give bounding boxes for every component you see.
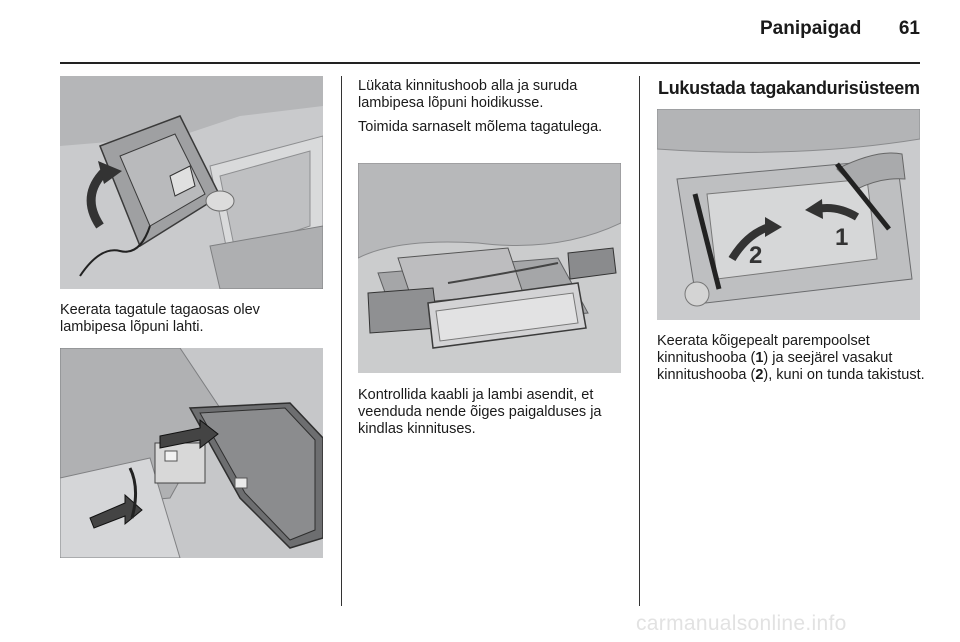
figure-lamp-holder-insert	[60, 348, 323, 558]
para-text-part: Keerata kõigepealt parempoolset kinnitushooba (	[657, 333, 870, 366]
para-turn-levers	[657, 333, 927, 384]
figure-tail-lights-assembly	[358, 163, 621, 373]
figure-label-2: 2	[749, 242, 763, 269]
page-title: Panipaigad	[760, 18, 862, 39]
figure-carrier-lock-levers	[657, 109, 920, 320]
header-divider	[60, 62, 920, 64]
page-number: 61	[898, 18, 920, 39]
para-check-cable: Kontrollida kaabli ja lambi asendit, et veenduda nende õiges paigalduses ja kindlas kinnituses.	[358, 387, 602, 437]
caption-turn-lamp-holder: Keerata tagatule tagaosas olev lambipesa lõpuni lahti.	[60, 302, 260, 335]
lever-number-1: 1	[755, 350, 764, 366]
figure-lamp-holder-turn	[60, 76, 323, 289]
figure-label-1: 1	[835, 224, 849, 251]
section-heading: Lukustada tagakandurisüsteem	[658, 78, 920, 98]
para-both-lights: Toimida sarnaselt mõlema tagatulega.	[358, 119, 603, 135]
para-text-part: ) ja seejärel vasakut kinnitushooba (	[657, 350, 893, 383]
column-divider-1	[341, 76, 342, 606]
lever-number-2: 2	[755, 367, 764, 383]
para-text-part: ), kuni on tunda takistust.	[763, 367, 925, 383]
watermark: carmanualsonline.info	[636, 612, 847, 635]
para-push-lever: Lükata kinnitushoob alla ja suruda lambipesa lõpuni hoidikusse.	[358, 78, 578, 111]
column-divider-2	[639, 76, 640, 606]
